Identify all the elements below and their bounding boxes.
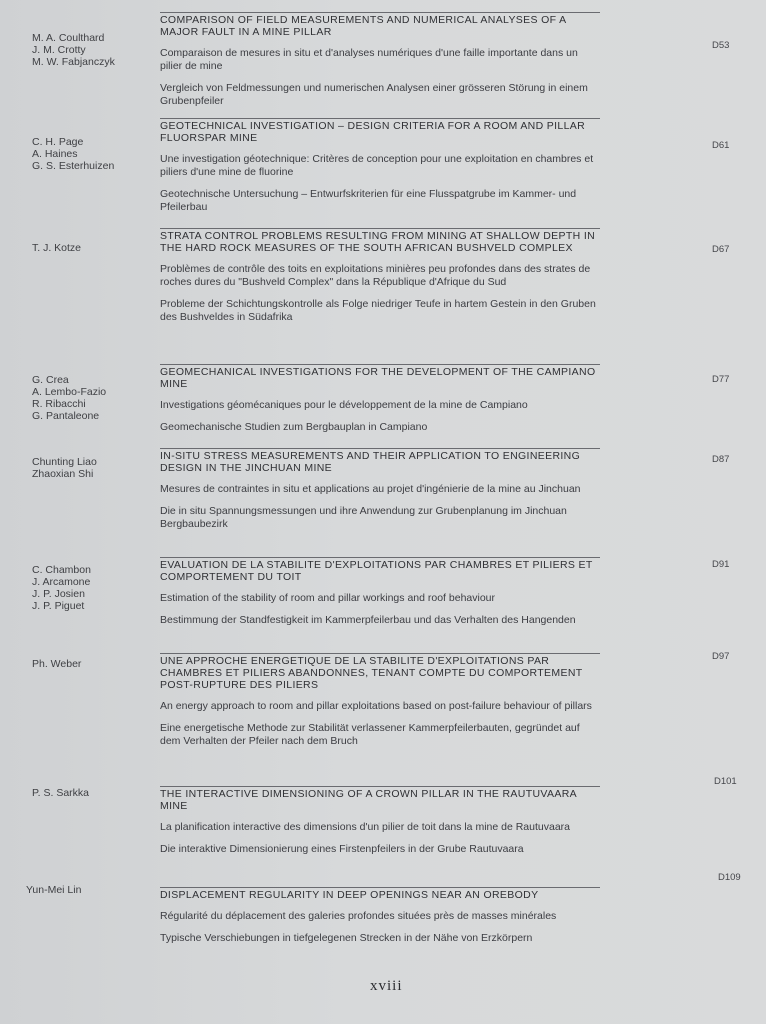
author-name: C. H. Page xyxy=(32,136,84,148)
french-title: Problèmes de contrôle des toits en exploitations minières peu profondes dans des strates de roches dures du "Bushveld Complex" dans la République d'Afrique du Sud xyxy=(160,263,591,288)
german-title: Vergleich von Feldmessungen und numerischen Analysen einer grösseren Störung in einem Grubenpfeiler xyxy=(160,82,588,107)
page-code[interactable]: D67 xyxy=(712,244,730,255)
author-name: A. Lembo-Fazio xyxy=(32,386,107,398)
german-title: Die in situ Spannungsmessungen und ihre Anwendung zur Grubenplanung im Jinchuan Bergbaubezirk xyxy=(160,505,567,530)
french-title: An energy approach to room and pillar exploitations based on post-failure behaviour of pillars xyxy=(160,700,592,712)
french-title: La planification interactive des dimensions d'un pilier de toit dans la mine de Rautuvaara xyxy=(160,821,570,833)
paper-title[interactable]: IN-SITU STRESS MEASUREMENTS AND THEIR APPLICATION TO ENGINEERING DESIGN IN THE JINCHUAN MINE xyxy=(160,448,600,474)
paper-block xyxy=(160,887,600,945)
paper-block xyxy=(160,364,600,434)
author-name: J. P. Josien xyxy=(32,588,85,600)
paper-title[interactable]: STRATA CONTROL PROBLEMS RESULTING FROM MINING AT SHALLOW DEPTH IN THE HARD ROCK MEASURES OF THE SOUTH AFRICAN BUSHVELD COMPLEX xyxy=(160,228,600,254)
author-list xyxy=(32,564,152,612)
author-list xyxy=(32,456,152,480)
author-list xyxy=(32,658,152,670)
author-name: J. P. Piguet xyxy=(32,600,85,612)
author-name: G. Crea xyxy=(32,374,69,386)
author-name: Chunting Liao xyxy=(32,456,97,468)
page-code[interactable]: D87 xyxy=(712,454,730,465)
page-number: xviii xyxy=(370,978,403,994)
author-name: M. A. Coulthard xyxy=(32,32,105,44)
author-list xyxy=(32,136,152,172)
author-name: J. Arcamone xyxy=(32,576,91,588)
german-title: Geomechanische Studien zum Bergbauplan in Campiano xyxy=(160,421,428,433)
paper-title[interactable]: THE INTERACTIVE DIMENSIONING OF A CROWN PILLAR IN THE RAUTUVAARA MINE xyxy=(160,786,600,812)
author-name: T. J. Kotze xyxy=(32,242,82,254)
author-name: G. S. Esterhuizen xyxy=(32,160,115,172)
paper-title[interactable]: COMPARISON OF FIELD MEASUREMENTS AND NUMERICAL ANALYSES OF A MAJOR FAULT IN A MINE PILLAR xyxy=(160,12,600,38)
paper-block xyxy=(160,557,600,627)
paper-title[interactable]: DISPLACEMENT REGULARITY IN DEEP OPENINGS NEAR AN OREBODY xyxy=(160,887,600,901)
paper-block xyxy=(160,228,600,324)
french-title: Mesures de contraintes in situ et applications au projet d'ingénierie de la mine au Jinchuan xyxy=(160,483,581,495)
french-title: Estimation of the stability of room and pillar workings and roof behaviour xyxy=(160,592,496,604)
german-title: Bestimmung der Standfestigkeit im Kammerpfeilerbau und das Verhalten des Hangenden xyxy=(160,614,576,626)
paper-title[interactable]: GEOTECHNICAL INVESTIGATION – DESIGN CRITERIA FOR A ROOM AND PILLAR FLUORSPAR MINE xyxy=(160,118,600,144)
french-title: Investigations géomécaniques pour le développement de la mine de Campiano xyxy=(160,399,528,411)
paper-block xyxy=(160,786,600,856)
page-code[interactable]: D101 xyxy=(714,776,737,787)
french-title: Comparaison de mesures in situ et d'analyses numériques d'une faille importante dans un pilier de mine xyxy=(160,47,578,72)
german-title: Die interaktive Dimensionierung eines Firstenpfeilers in der Grube Rautuvaara xyxy=(160,843,524,855)
french-title: Régularité du déplacement des galeries profondes situées près de masses minérales xyxy=(160,910,557,922)
paper-block xyxy=(160,118,600,214)
paper-block xyxy=(160,448,600,531)
author-name: P. S. Sarkka xyxy=(32,787,90,799)
german-title: Geotechnische Untersuchung – Entwurfskriterien für eine Flusspatgrube im Kammer- und Pfeilerbau xyxy=(160,188,577,213)
author-name: M. W. Fabjanczyk xyxy=(32,56,115,68)
page-code[interactable]: D97 xyxy=(712,651,730,662)
page-code[interactable]: D53 xyxy=(712,40,730,51)
paper-title[interactable]: UNE APPROCHE ENERGETIQUE DE LA STABILITE D'EXPLOITATIONS PAR CHAMBRES ET PILIERS ABANDONNES, TENANT COMPTE DU COMPORTEMENT POST-RUPTURE DES PILIERS xyxy=(160,653,600,691)
paper-title[interactable]: GEOMECHANICAL INVESTIGATIONS FOR THE DEVELOPMENT OF THE CAMPIANO MINE xyxy=(160,364,600,390)
page-code[interactable]: D77 xyxy=(712,374,730,385)
author-list xyxy=(32,374,152,422)
german-title: Typische Verschiebungen in tiefgelegenen Strecken in der Nähe von Erzkörpern xyxy=(160,932,533,944)
german-title: Eine energetische Methode zur Stabilität verlassener Kammerpfeilerbauten, gegründet auf dem Verhalten der Pfeiler nach dem Bruch xyxy=(160,722,580,747)
author-list xyxy=(26,884,146,896)
paper-title[interactable]: EVALUATION DE LA STABILITE D'EXPLOITATIONS PAR CHAMBRES ET PILIERS ET COMPORTEMENT DU TOIT xyxy=(160,557,600,583)
page-code[interactable]: D109 xyxy=(718,872,741,883)
author-name: G. Pantaleone xyxy=(32,410,100,422)
german-title: Probleme der Schichtungskontrolle als Folge niedriger Teufe in hartem Gestein in den Gruben des Bushveldes in Südafrika xyxy=(160,298,596,323)
author-list xyxy=(32,242,152,254)
author-name: Yun-Mei Lin xyxy=(26,884,82,896)
paper-block xyxy=(160,12,600,108)
page-code[interactable]: D61 xyxy=(712,140,730,151)
author-name: J. M. Crotty xyxy=(32,44,86,56)
author-list xyxy=(32,787,152,799)
author-name: Ph. Weber xyxy=(32,658,82,670)
paper-block xyxy=(160,653,600,748)
author-list xyxy=(32,32,152,68)
author-name: Zhaoxian Shi xyxy=(32,468,94,480)
french-title: Une investigation géotechnique: Critères de conception pour une exploitation en chambres et piliers d'une mine de fluorine xyxy=(160,153,594,178)
author-name: R. Ribacchi xyxy=(32,398,86,410)
page-code[interactable]: D91 xyxy=(712,559,730,570)
author-name: C. Chambon xyxy=(32,564,91,576)
author-name: A. Haines xyxy=(32,148,78,160)
